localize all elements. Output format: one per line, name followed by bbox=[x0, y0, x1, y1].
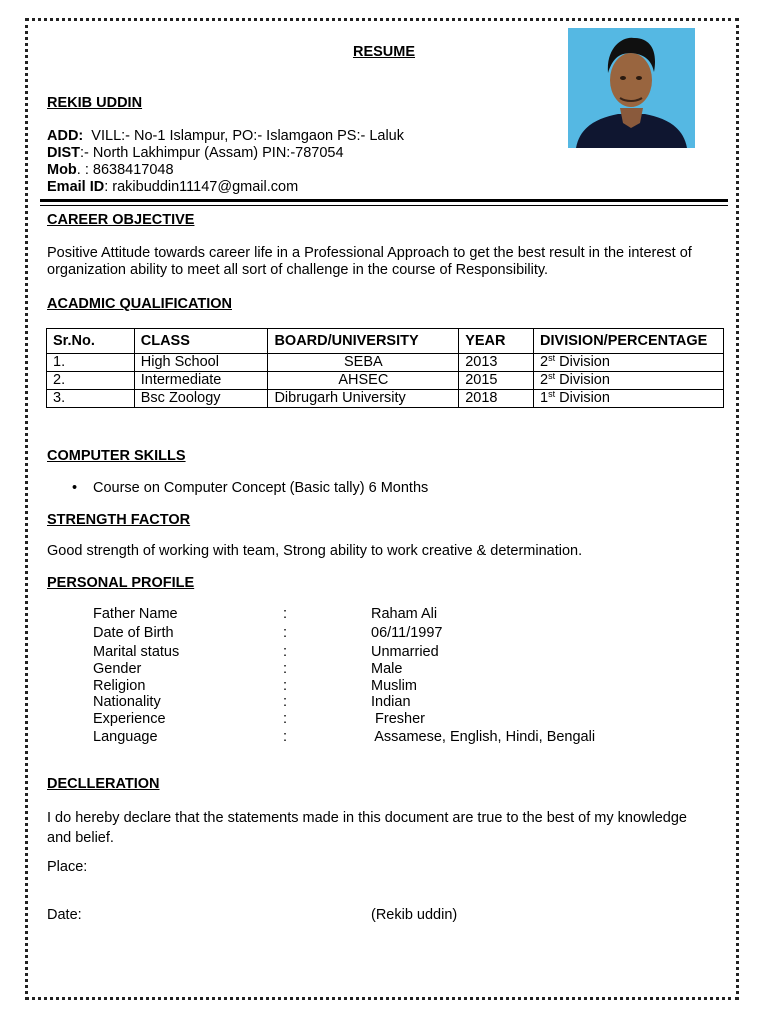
email-value: : rakibuddin11147@gmail.com bbox=[104, 179, 299, 195]
declaration-text: I do hereby declare that the statements made in this document are true to the best of my knowledge and belief. bbox=[47, 810, 687, 846]
profile-separator: : bbox=[283, 711, 288, 727]
division-suffix: st bbox=[548, 371, 556, 381]
mobile-value: . : 8638417048 bbox=[76, 162, 174, 178]
profile-value: Male bbox=[371, 661, 403, 677]
profile-separator: : bbox=[283, 661, 288, 677]
division-cell bbox=[534, 354, 724, 372]
column-header: CLASS bbox=[134, 329, 268, 354]
board-cell: SEBA bbox=[268, 354, 459, 372]
sr-cell: 1. bbox=[47, 354, 135, 372]
email-label: Email ID bbox=[47, 179, 105, 195]
board-cell: Dibrugarh University bbox=[268, 390, 459, 408]
division-suffix: st bbox=[548, 353, 556, 363]
address-label: ADD: bbox=[47, 128, 84, 144]
profile-label: Date of Birth bbox=[93, 625, 174, 641]
profile-separator: : bbox=[283, 606, 288, 622]
academic-heading: ACADMIC QUALIFICATION bbox=[47, 296, 232, 312]
profile-photo bbox=[568, 28, 695, 148]
division-number: 1 bbox=[540, 390, 549, 406]
division-text: Division bbox=[555, 372, 610, 388]
profile-label: Gender bbox=[93, 661, 142, 677]
signature-name: (Rekib uddin) bbox=[371, 907, 458, 923]
profile-value: Fresher bbox=[371, 711, 425, 727]
profile-label: Nationality bbox=[93, 694, 161, 710]
place-label: Place: bbox=[47, 859, 88, 875]
division-number: 2 bbox=[540, 354, 549, 370]
profile-separator: : bbox=[283, 729, 288, 745]
strength-heading: STRENGTH FACTOR bbox=[47, 512, 191, 528]
strength-text: Good strength of working with team, Strong ability to work creative & determination. bbox=[47, 543, 583, 559]
declaration-heading: DECLLERATION bbox=[47, 776, 160, 792]
profile-label: Marital status bbox=[93, 644, 180, 660]
profile-separator: : bbox=[283, 625, 288, 641]
profile-value: Indian bbox=[371, 694, 411, 710]
year-cell: 2013 bbox=[459, 354, 534, 372]
bullet-icon: • bbox=[72, 480, 78, 496]
address-value: VILL:- No-1 Islampur, PO:- Islamgaon PS:- Laluk bbox=[83, 128, 404, 144]
division-cell bbox=[534, 372, 724, 390]
profile-value: Muslim bbox=[371, 678, 417, 694]
class-cell: High School bbox=[134, 354, 268, 372]
column-header: BOARD/UNIVERSITY bbox=[268, 329, 459, 354]
date-label: Date: bbox=[47, 907, 82, 923]
profile-separator: : bbox=[283, 644, 288, 660]
header-divider-thick bbox=[40, 199, 728, 202]
profile-value: Raham Ali bbox=[371, 606, 438, 622]
profile-label: Experience bbox=[93, 711, 166, 727]
career-objective-heading: CAREER OBJECTIVE bbox=[47, 212, 195, 228]
mobile-label: Mob bbox=[47, 162, 77, 178]
division-suffix: st bbox=[548, 389, 556, 399]
table-row bbox=[47, 372, 724, 390]
class-cell: Bsc Zoology bbox=[134, 390, 268, 408]
profile-value: 06/11/1997 bbox=[371, 625, 443, 641]
division-text: Division bbox=[555, 390, 610, 406]
district-value: :- North Lakhimpur (Assam) PIN:-787054 bbox=[80, 145, 344, 161]
profile-label: Father Name bbox=[93, 606, 178, 622]
academic-table bbox=[46, 328, 724, 408]
profile-label: Language bbox=[93, 729, 158, 745]
district-line bbox=[47, 145, 344, 161]
computer-skills-heading: COMPUTER SKILLS bbox=[47, 448, 186, 464]
table-header-row bbox=[47, 329, 724, 354]
address-line bbox=[47, 128, 404, 144]
year-cell: 2015 bbox=[459, 372, 534, 390]
personal-profile-heading: PERSONAL PROFILE bbox=[47, 575, 195, 591]
year-cell: 2018 bbox=[459, 390, 534, 408]
email-line bbox=[47, 179, 298, 195]
skill-item: Course on Computer Concept (Basic tally) 6 Months bbox=[93, 480, 429, 496]
mobile-line bbox=[47, 162, 174, 178]
profile-separator: : bbox=[283, 694, 288, 710]
profile-separator: : bbox=[283, 678, 288, 694]
profile-value: Assamese, English, Hindi, Bengali bbox=[371, 729, 596, 745]
sr-cell: 2. bbox=[47, 372, 135, 390]
person-portrait-icon bbox=[568, 28, 695, 148]
header-divider-thin bbox=[40, 205, 728, 206]
profile-value: Unmarried bbox=[371, 644, 439, 660]
division-number: 2 bbox=[540, 372, 549, 388]
column-header: Sr.No. bbox=[47, 329, 135, 354]
sr-cell: 3. bbox=[47, 390, 135, 408]
resume-title: RESUME bbox=[352, 44, 416, 60]
column-header: YEAR bbox=[459, 329, 534, 354]
division-cell bbox=[534, 390, 724, 408]
column-header: DIVISION/PERCENTAGE bbox=[534, 329, 724, 354]
class-cell: Intermediate bbox=[134, 372, 268, 390]
board-cell: AHSEC bbox=[268, 372, 459, 390]
table-row bbox=[47, 354, 724, 372]
table-row bbox=[47, 390, 724, 408]
profile-label: Religion bbox=[93, 678, 146, 694]
career-objective-text: Positive Attitude towards career life in a Professional Approach to get the best result in the interest of organization ability to meet all sort of challenge in the course of Responsibility. bbox=[47, 245, 692, 278]
district-label: DIST bbox=[47, 145, 81, 161]
division-text: Division bbox=[555, 354, 610, 370]
candidate-name: REKIB UDDIN bbox=[47, 95, 143, 111]
